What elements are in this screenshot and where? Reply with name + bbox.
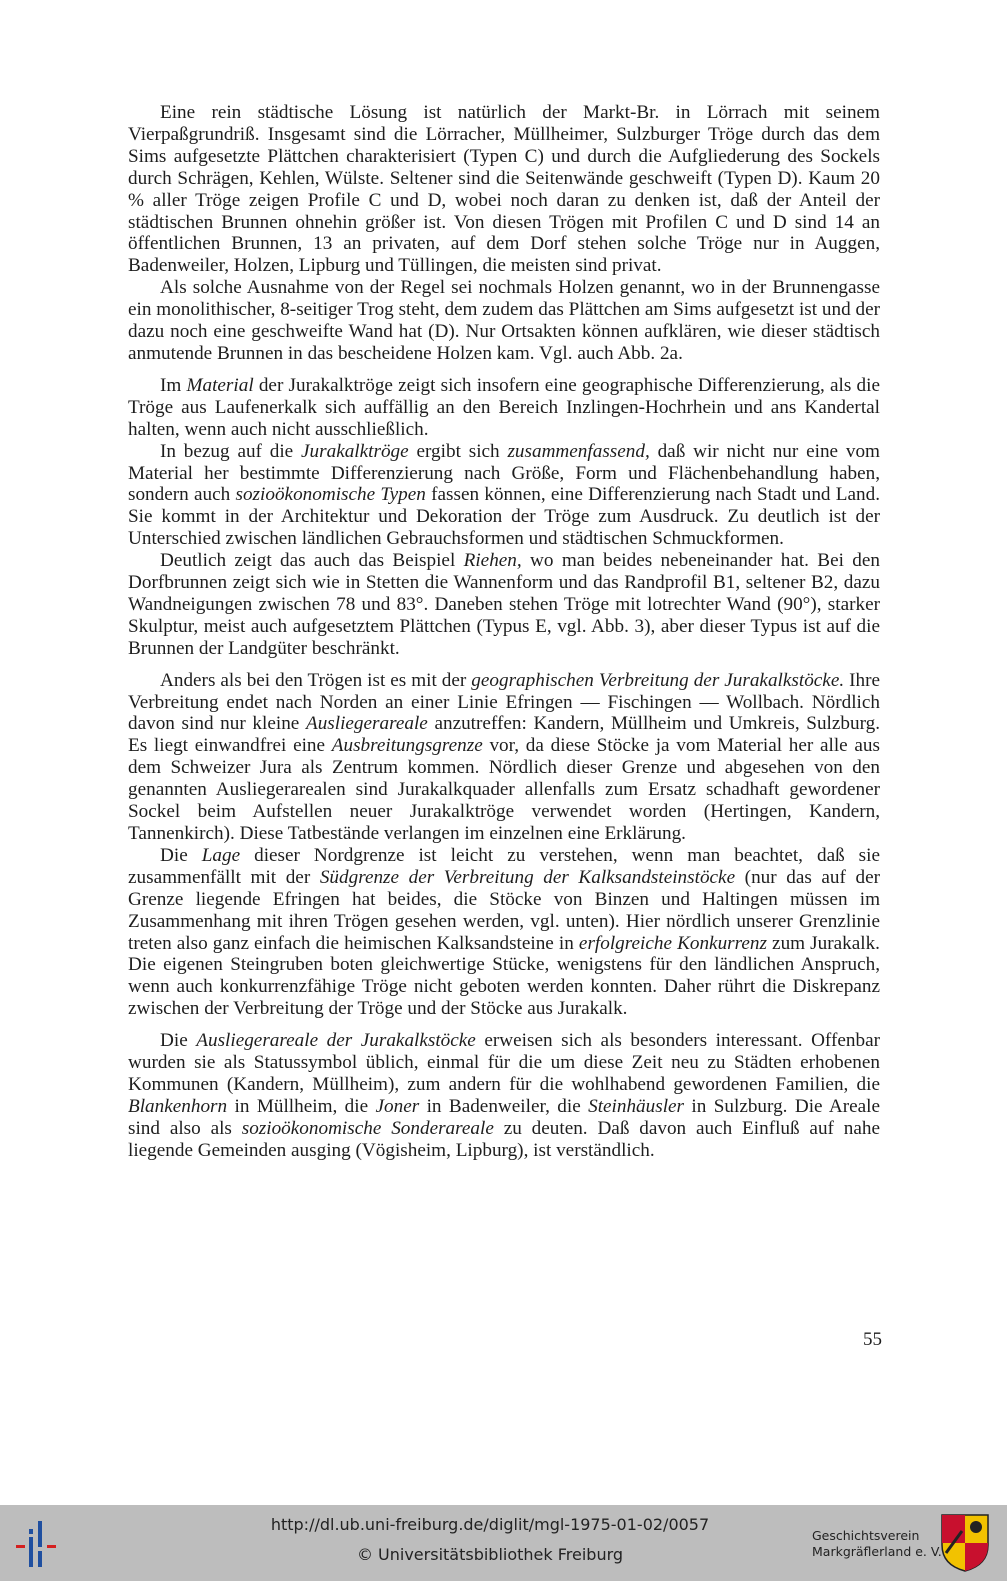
text-run: In bezug auf die [160, 440, 302, 462]
text-run: dieser Nordgrenze ist leicht zu verstehen, wenn man beachtet, daß sie zusammenfällt mit der [128, 844, 880, 888]
paragraph-gap [128, 1020, 880, 1030]
italic-run: Ausliegerareale [305, 713, 428, 735]
italic-run: Jurakalktröge [301, 440, 409, 462]
paragraph-gap [128, 365, 880, 375]
footer-bar [0, 1505, 1007, 1581]
text-run: in Müllheim, die [227, 1095, 376, 1117]
italic-run: Südgrenze der Verbreitung der Kalksandsteinstöcke [319, 866, 736, 888]
italic-run: geographischen Verbreitung der Jurakalkstöcke. [471, 669, 845, 691]
italic-run: sozioökonomische Sonderareale [241, 1117, 494, 1139]
text-run: (nur das auf der Grenze liegende Efringen hat beides, die Stöcke von Binzen und Haltingen müssen im Zusammenhang mit ihren Trögen gesehen werden, vgl. unten). Hier nördlich unserer Grenzlinie treten also ganz einfach die heimischen Kalksandsteine in [128, 866, 880, 954]
society-line-2: Markgräflerland e. V. [812, 1544, 942, 1559]
text-run: zum Jurakalk. Die eigenen Steingruben boten gleichwertige Stücke, wenigstens für den ländlichen Anspruch, wenn auch konkurrenzfähige Tröge nicht geboten werden konnten. Daher rührt die Diskrepanz zwischen der Verbreitung der Tröge und der Stöcke aus Jurakalk. [128, 932, 880, 1020]
italic-run: sozioökonomische Typen [235, 484, 426, 506]
paragraph [128, 375, 880, 441]
text-run: ergibt sich [408, 440, 508, 462]
italic-run: Lage [201, 844, 241, 866]
italic-run: Blankenhorn [128, 1095, 228, 1117]
paragraph [128, 550, 880, 660]
text-run: anzutreffen: Kandern, Müllheim und Umkreis, Sulzburg. Es liegt einwandfrei eine [128, 713, 880, 757]
text-run: Die [160, 1030, 197, 1052]
text-run: Im [160, 374, 187, 396]
footer-copyright: © Universitätsbibliothek Freiburg [356, 1545, 624, 1564]
italic-run: Material [186, 374, 254, 396]
paragraph [128, 102, 880, 277]
text-run: Deutlich zeigt das auch das Beispiel [160, 550, 464, 572]
paragraph [128, 277, 880, 365]
body-text [128, 102, 880, 1162]
italic-run: zusammenfassend, [507, 440, 650, 462]
paragraph [128, 845, 880, 1020]
italic-run: erfolgreiche Konkurrenz [578, 932, 767, 954]
text-run: daß wir nicht nur eine vom Material her bestimmte Differenzierung nach Größe, Form und Flächenbehandlung haben, sondern auch [128, 440, 880, 506]
text-run: Als solche Ausnahme von der Regel sei nochmals Holzen genannt, wo in der Brunnengasse ein monolithischer, 8-seitiger Trog steht, dem zudem das Plättchen am Sims aufgesetzt ist und der dazu noch eine geschweifte Wand hat (D). Nur Ortsakten können aufklären, wie dieser städtisch anmutende Brunnen in das bescheidene Holzen kam. Vgl. auch Abb. 2a. [128, 277, 880, 364]
italic-run: Ausliegerareale der Jurakalkstöcke [196, 1030, 476, 1052]
text-run: vor, da diese Stöcke ja vom Material her alle aus dem Schweizer Jura als Zentrum kommen. Nördlich dieser Grenze und abgesehen von den genannten Ausliegerarealen sind Jurakalkquader allenfalls zum Ersatz schadhaft gewordener Sockel beim Aufstellen neuer Jurakalktröge verwendet worden (Hertingen, Kandern, Tannenkirch). Diese Tatbestände verlangen im einzelnen eine Erklärung. [128, 735, 880, 844]
text-run: Die [160, 844, 202, 866]
text-run: in Sulzburg. Die Areale sind also als [128, 1095, 880, 1139]
italic-run: Riehen, [463, 550, 522, 572]
paragraph [128, 441, 880, 551]
text-run: Ihre Verbreitung endet nach Norden an einer Linie Efringen — Fischingen — Wollbach. Nördlich davon sind nur kleine [128, 669, 881, 735]
text-run: in Badenweiler, die [419, 1095, 589, 1117]
text-run: Eine rein städtische Lösung ist natürlich der Markt-Br. in Lörrach mit seinem Vierpaßgrundriß. Insgesamt sind die Lörracher, Müllheimer, Sulzburger Tröge durch das dem Sims aufgesetzte Plättchen charakterisiert (Typen C) und durch die Aufgliederung des Sockels durch Schrägen, Kehlen, Wülste. Seltener sind die Seitenwände geschweift (Typen D). Kaum 20 % aller Tröge zeigen Profile C und D, wobei noch daran zu denken ist, daß der Anteil der städtischen Brunnen ohnehin größer ist. Von diesen Trögen mit Profilen C und D sind 14 an öffentlichen Brunnen, 13 an privaten, auf dem Dorf stehen solche Tröge nur in Auggen, Badenweiler, Holzen, Lipburg und Tüllingen, die meisten sind privat. [128, 102, 880, 277]
paragraph-gap [128, 660, 880, 670]
text-run: erweisen sich als besonders interessant. Offenbar wurden sie als Statussymbol üblich, einmal für die um diese Zeit neu zu Städten erhobenen Kommunen (Kandern, Müllheim), zum andern für die wohlhabend gewordenen Familien, die [128, 1030, 880, 1095]
society-line-1: Geschichtsverein [812, 1528, 920, 1543]
italic-run: Joner [375, 1095, 420, 1117]
text-run: der Jurakalktröge zeigt sich insofern eine geographische Differenzierung, als die Tröge aus Laufenerkalk sich auffällig an den Bereich Inzlingen-Hochrhein und ans Kandertal halten, wenn auch nicht ausschließlich. [128, 374, 880, 440]
paragraph [128, 1030, 880, 1161]
italic-run: Ausbreitungsgrenze [331, 735, 483, 757]
footer-url[interactable]: http://dl.ub.uni-freiburg.de/diglit/mgl-1975-01-02/0057 [270, 1515, 710, 1534]
coat-of-arms-icon [940, 1513, 990, 1573]
paragraph [128, 670, 880, 845]
text-run: fassen können, eine Differenzierung nach Stadt und Land. Sie kommt in der Architektur und Dekoration der Tröge zum Ausdruck. Zu deutlich ist der Unterschied zwischen ländlichen Gebrauchsformen und städtischen Schmuckformen. [128, 484, 880, 550]
text-run: Anders als bei den Trögen ist es mit der [160, 669, 472, 691]
society-name [812, 1528, 942, 1560]
page-number: 55 [863, 1329, 882, 1350]
italic-run: Steinhäusler [588, 1095, 685, 1117]
text-run: wo man beides nebeneinander hat. Bei den Dorfbrunnen zeigt sich wie in Stetten die Wannenform und das Randprofil B1, seltener B2, dazu Wandneigungen zwischen 78 und 83°. Daneben stehen Tröge mit lotrechter Wand (90°), starker Skulptur, meist auch aufgesetztem Plättchen (Typus E, vgl. Abb. 3), aber dieser Typus ist auf die Brunnen der Landgüter beschränkt. [128, 550, 880, 659]
text-run: zu deuten. Daß davon auch Einfluß auf nahe liegende Gemeinden ausging (Vögisheim, Lipburg), ist verständlich. [128, 1117, 880, 1161]
ub-freiburg-logo-icon [14, 1519, 66, 1569]
